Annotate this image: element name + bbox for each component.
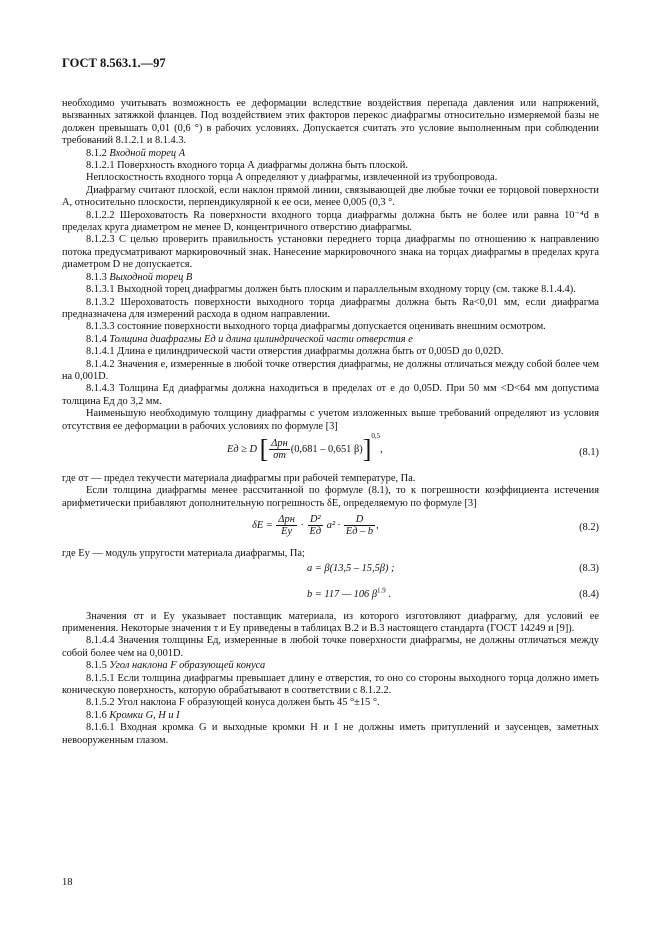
equation-number: (8.1) (579, 446, 599, 458)
page-header: ГОСТ 8.563.1.—97 (62, 56, 166, 70)
paragraph: 8.1.6.1 Входная кромка G и выходные кромки H и I не должны иметь притуплений и заусенцев, заметных невооруженным глазом. (62, 722, 599, 746)
fraction-numerator: D² (308, 514, 324, 526)
section-title: Угол наклона F образующей конуса (109, 660, 266, 672)
section-number: 8.1.4 (86, 333, 107, 345)
fraction-denominator: σт (273, 450, 286, 462)
equation-8-1: Eд ≥ D [ $\frac{\text{Δpн}}{\sigma т}$ (0,681 – 0,651 β)]$^{0,5}$, (8.1) (227, 431, 599, 464)
fraction-denominator: Eд – b (345, 526, 374, 538)
equation-number: (8.4) (579, 588, 599, 600)
paragraph: 8.1.2.3 С целью проверить правильность установки переднего торца диафрагмы по отношению к направлению потока предусматривают маркировочный знак. Нанесение маркировочного знака на торцах диафрагмы в пределах круга диаметром D не допускается. (62, 234, 599, 271)
equation-lhs: δE = (252, 520, 273, 532)
paragraph: 8.1.3.3 состояние поверхности выходного торца диафрагмы допускается оценивать внешним осмотром. (86, 321, 546, 333)
paragraph: 8.1.3.1 Выходной торец диафрагмы должен быть плоским и параллельным входному торцу (см. также 8.1.4.4). (86, 284, 576, 296)
section-title: Выходной торец В (109, 271, 193, 283)
paragraph: Если толщина диафрагмы менее рассчитанной по формуле (8.1), то к погрешности коэффициента истечения арифметически прибавляют дополнительную погрешность δE, определяемую по формуле [3] (62, 485, 599, 509)
fraction-numerator: Δpн (278, 514, 295, 526)
paragraph: Значения σт и Eу указывает поставщик материала, из которого изготовляют диафрагму, для условий ее применения. Некоторые значения т и Eу приведены в таблицах В.2 и В.3 настоящего стандарта (ГОСТ 14249 и [9]). (62, 610, 599, 634)
section-heading (62, 710, 599, 722)
paragraph: Наименьшую необходимую толщину диафрагмы с учетом изложенных выше требований определяют из условия отсутствия ее деформации в рабочих условиях по формуле [3] (62, 408, 599, 432)
section-title: Входной торец А (109, 147, 186, 159)
paragraph: 8.1.2.1 Поверхность входного торца А диафрагмы должна быть плоской. (86, 160, 408, 172)
paragraph: 8.1.4.4 Значения толщины Eд, измеренные в любой точке поверхности диафрагмы, не должны отличаться между собой более чем на 0,001D. (62, 635, 599, 659)
paragraph: где Eу — модуль упругости материала диафрагмы, Па; (62, 548, 305, 560)
equation-8-3: a = β(13,5 – 15,5β) ; (8.3) (307, 562, 599, 574)
equation-number: (8.2) (579, 522, 599, 534)
equation-exponent: 1.9 (377, 586, 386, 595)
paragraph: необходимо учитывать возможность ее деформации вследствие воздействия перепада давления или напряжений, вызванных затяжкой фланцев. Под воздействием этих факторов перекос диафрагмы относительно измеряемой базы не должен превышать 0,01 (0,6 °) в рабочих условиях. Допускается считать это условие выполненным при соблюдении требований 8.1.2.1 и 8.1.4.3. (62, 98, 599, 147)
fraction-numerator: Δpн (271, 438, 288, 450)
section-number: 8.1.3 (86, 271, 107, 283)
equation-number: (8.3) (579, 562, 599, 574)
equation-term: b = 117 — 106 β (307, 588, 378, 600)
equation-8-2: δE = $\frac{\text{Δpн}}{Eу}$ · $\frac{\text{D²}}{Eд}$ a² · $\frac{D}{Eд - b}$ , (8.2) (252, 514, 599, 538)
paragraph: 8.1.5.2 Угол наклона F образующей конуса должен быть 45 °±15 °. (86, 697, 380, 709)
section-title: Толщина диафрагмы Eд и длина цилиндрической части отверстия e (109, 333, 413, 345)
equation-lhs: Eд ≥ D (227, 443, 258, 455)
section-heading (62, 334, 599, 346)
section-number: 8.1.5 (86, 660, 107, 672)
paragraph: 8.1.4.2 Значения e, измеренные в любой точке отверстия диафрагмы, не должны отличаться между собой более чем на 0,001D. (62, 358, 599, 382)
section-title: Кромки G, H и I (109, 709, 180, 721)
paragraph: Неплоскостность входного торца А определяют у диафрагмы, извлеченной из трубопровода. (86, 172, 498, 184)
equation-8-4: b = 117 — 106 $\beta^{1.9}$ . (8.4) (307, 586, 599, 600)
paragraph: 8.1.3.2 Шероховатость поверхности выходного торца диафрагмы должна быть Ra<0,01 мм, если диафрагма предназначена для измерений расхода в одном направлении. (62, 296, 599, 320)
paragraph: 8.1.4.3 Толщина Eд диафрагмы должна находиться в пределах от e до 0,05D. При 50 мм <D<64 мм допустима толщина Eд до 3,2 мм. (62, 383, 599, 407)
paragraph: где σт — предел текучести материала диафрагмы при рабочей температуре, Па. (62, 472, 416, 484)
fraction-denominator: Eу (281, 526, 293, 538)
paragraph: Диафрагму считают плоской, если наклон прямой линии, связывающей две любые точки ее торцовой поверхности А, относительно плоскости, перпендикулярной к ее оси, менее 0,005 (0,3 °. (62, 184, 599, 209)
section-heading (62, 272, 599, 284)
page-number: 18 (62, 877, 73, 888)
section-heading (62, 660, 599, 672)
paragraph: 8.1.5.1 Если толщина диафрагмы превышает длину e отверстия, то оно со стороны выходного торца должно иметь коническую поверхность, которую обрабатывают в соответствии с 8.1.2.2. (62, 672, 599, 697)
equation-exponent: 0,5 (371, 431, 381, 440)
section-number: 8.1.6 (86, 709, 107, 721)
document-body (62, 98, 599, 747)
equation-term: (0,681 – 0,651 β) (290, 443, 363, 455)
fraction-denominator: Eд (309, 526, 322, 538)
equation-term: a² · (326, 520, 341, 532)
paragraph: 8.1.4.1 Длина e цилиндрической части отверстия диафрагмы должна быть от 0,005D до 0,02D. (86, 346, 504, 358)
section-number: 8.1.2 (86, 147, 107, 159)
section-heading (62, 148, 599, 160)
fraction-numerator: D (344, 514, 375, 526)
paragraph: 8.1.2.2 Шероховатость Ra поверхности входного торца диафрагмы должна быть не более или равна 10⁻⁴d в пределах круга диаметром не менее D, концентричного отверстию диафрагмы. (62, 209, 599, 234)
